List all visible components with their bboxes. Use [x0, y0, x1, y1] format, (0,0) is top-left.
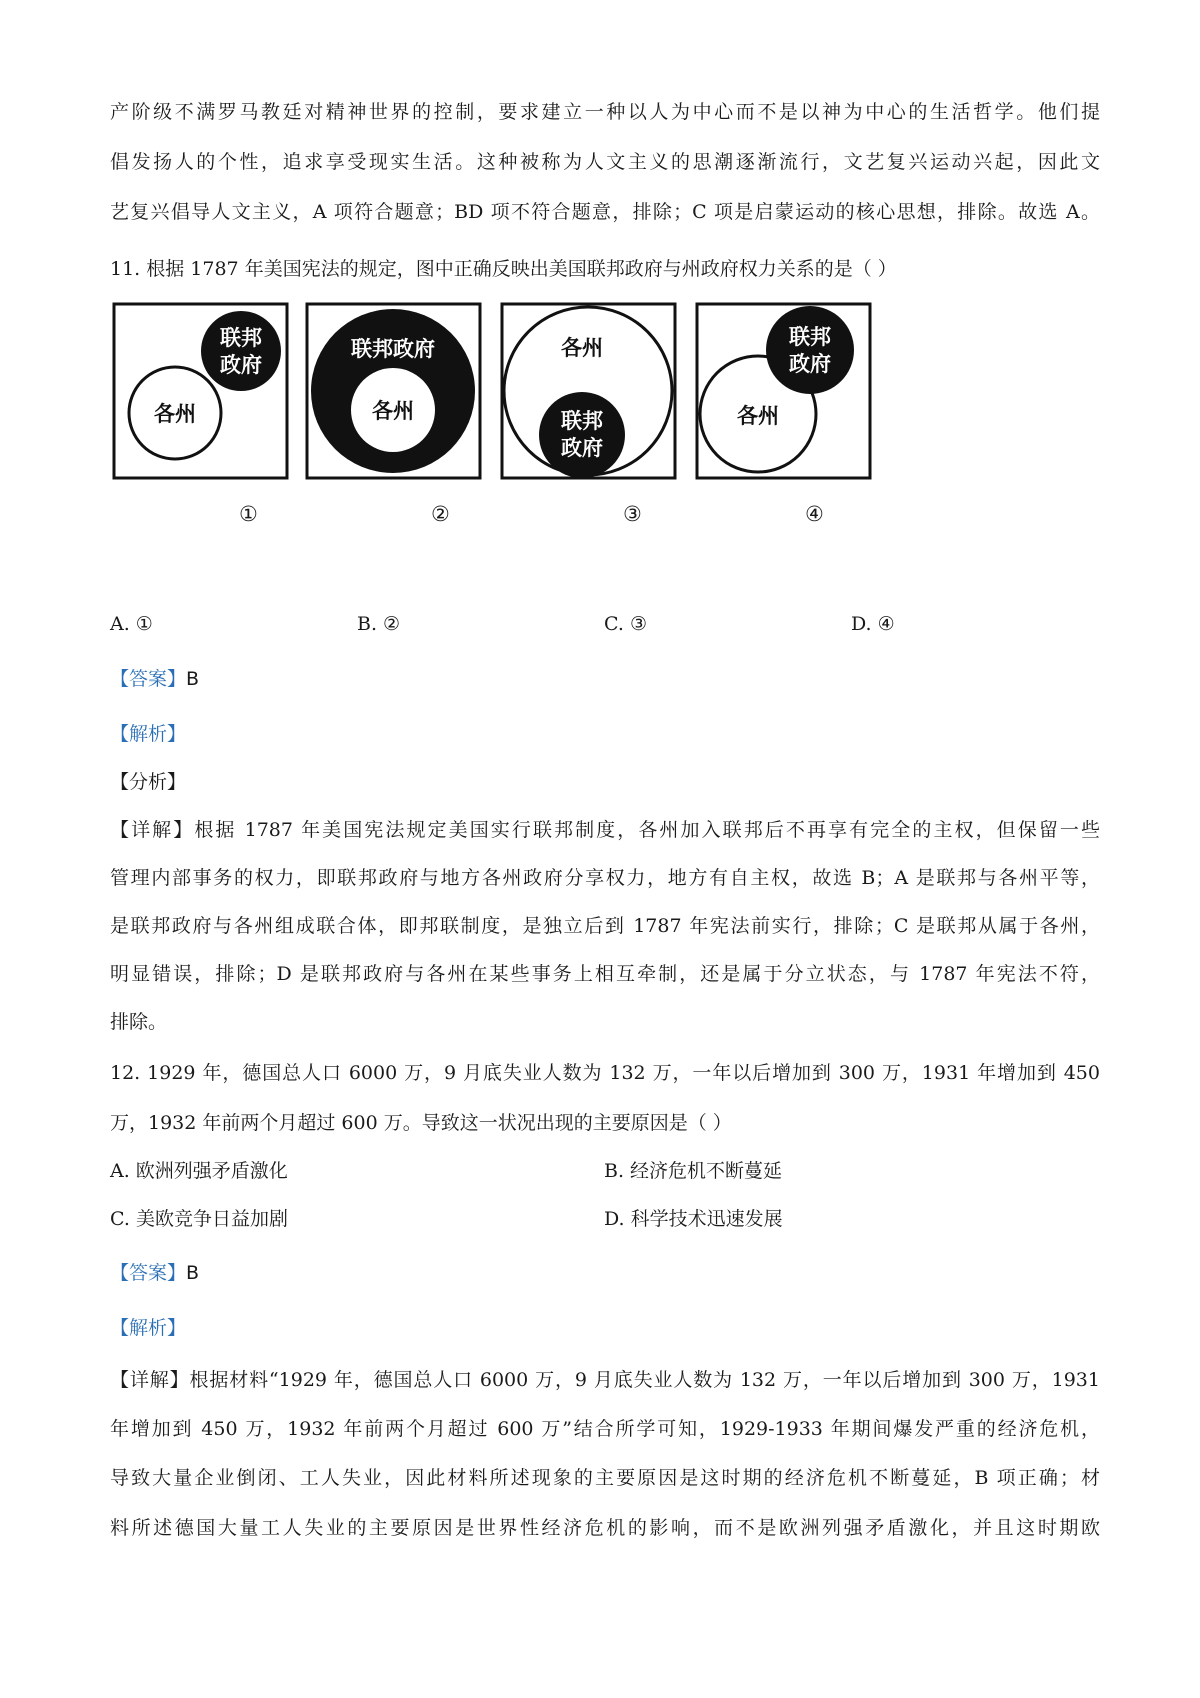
- figure-label-2: ②: [431, 502, 450, 526]
- q12-option-a: A. 欧洲列强矛盾激化: [110, 1160, 288, 1182]
- q12-detail-line-4: 料所述德国大量工人失业的主要原因是世界性经济危机的影响，而不是欧洲列强矛盾激化，并且这时期欧: [110, 1517, 1100, 1539]
- q12-answer: [110, 1261, 199, 1285]
- fig4-federal-line2: 政府: [789, 352, 831, 376]
- q12-detail-line-2: 年增加到 450 万，1932 年前两个月超过 600 万”结合所学可知，1929-1933 年期间爆发严重的经济危机，: [110, 1418, 1100, 1440]
- fig1-states: 各州: [154, 402, 196, 426]
- intro-line-3: 艺复兴倡导人文主义，A 项符合题意；BD 项不符合题意，排除；C 项是启蒙运动的核心思想，排除。故选 A。: [110, 201, 1100, 223]
- q11-analysis-tag: 【解析】: [110, 723, 187, 745]
- q11-option-a: A. ①: [110, 613, 153, 635]
- q12-answer-tag: 【答案】: [110, 1262, 187, 1284]
- q11-detail-line-5: 排除。: [110, 1011, 168, 1033]
- q11-detail-line-4: 明显错误，排除；D 是联邦政府与各州在某些事务上相互牵制，还是属于分立状态，与 1787 年宪法不符，: [110, 963, 1100, 985]
- q12-stem-line-1: 12. 1929 年，德国总人口 6000 万，9 月底失业人数为 132 万，一年以后增加到 300 万，1931 年增加到 450: [110, 1062, 1100, 1084]
- q11-option-d: D. ④: [851, 613, 895, 635]
- figure-label-3: ③: [623, 502, 642, 526]
- fig2-federal: 联邦政府: [351, 337, 435, 361]
- q11-detail-line-1: [110, 818, 1100, 842]
- q12-option-b: B. 经济危机不断蔓延: [604, 1160, 783, 1182]
- figure-4: [695, 302, 872, 480]
- q11-fenxi: 【分析】: [110, 771, 187, 793]
- q12-detail-line-3: 导致大量企业倒闭、工人失业，因此材料所述现象的主要原因是这时期的经济危机不断蔓延，B 项正确；材: [110, 1467, 1100, 1489]
- fig3-states: 各州: [561, 336, 603, 360]
- q11-detail-tag: 【详解】: [110, 819, 195, 841]
- q11-detail-text-1: 根据 1787 年美国宪法规定美国实行联邦制度，各州加入联邦后不再享有完全的主权，但保留一些: [194, 819, 1100, 841]
- q12-detail-text-1: 根据材料“1929 年，德国总人口 6000 万，9 月底失业人数为 132 万，一年以后增加到 300 万，1931: [189, 1369, 1100, 1391]
- q11-stem: 11. 根据 1787 年美国宪法的规定，图中正确反映出美国联邦政府与州政府权力关系的是（ ）: [110, 258, 897, 280]
- q11-answer: [110, 667, 199, 691]
- fig3-federal-line2: 政府: [561, 436, 603, 460]
- q12-analysis-tag: 【解析】: [110, 1317, 187, 1339]
- fig1-federal-line2: 政府: [220, 353, 262, 377]
- q12-detail-line-1: [110, 1368, 1100, 1392]
- figure-1: [112, 302, 289, 480]
- figure-label-4: ④: [805, 502, 824, 526]
- fig3-federal-line1: 联邦: [561, 409, 603, 433]
- fig1-federal-line1: 联邦: [220, 326, 262, 350]
- figure-2: [305, 302, 482, 480]
- q11-option-b: B. ②: [357, 613, 401, 635]
- q12-detail-tag: 【详解】: [110, 1369, 190, 1391]
- q12-answer-value: B: [186, 1262, 200, 1284]
- fig2-states: 各州: [372, 399, 414, 423]
- figure-label-1: ①: [239, 502, 258, 526]
- q12-option-d: D. 科学技术迅速发展: [604, 1208, 783, 1230]
- fig4-federal-line1: 联邦: [789, 325, 831, 349]
- figure-3: [500, 302, 677, 480]
- q11-option-c: C. ③: [604, 613, 647, 635]
- q11-answer-value: B: [186, 668, 200, 690]
- q11-answer-tag: 【答案】: [110, 668, 187, 690]
- fig4-states: 各州: [737, 404, 779, 428]
- q11-detail-line-2: 管理内部事务的权力，即联邦政府与地方各州政府分享权力，地方有自主权，故选 B；A 是联邦与各州平等，: [110, 867, 1100, 889]
- intro-line-1: 产阶级不满罗马教廷对精神世界的控制，要求建立一种以人为中心而不是以神为中心的生活哲学。他们提: [110, 101, 1100, 123]
- q11-detail-line-3: 是联邦政府与各州组成联合体，即邦联制度，是独立后到 1787 年宪法前实行，排除；C 是联邦从属于各州，: [110, 915, 1100, 937]
- q12-stem-line-2: 万，1932 年前两个月超过 600 万。导致这一状况出现的主要原因是（ ）: [110, 1112, 732, 1134]
- q12-option-c: C. 美欧竞争日益加剧: [110, 1208, 288, 1230]
- intro-line-2: 倡发扬人的个性，追求享受现实生活。这种被称为人文主义的思潮逐渐流行，文艺复兴运动兴起，因此文: [110, 151, 1100, 173]
